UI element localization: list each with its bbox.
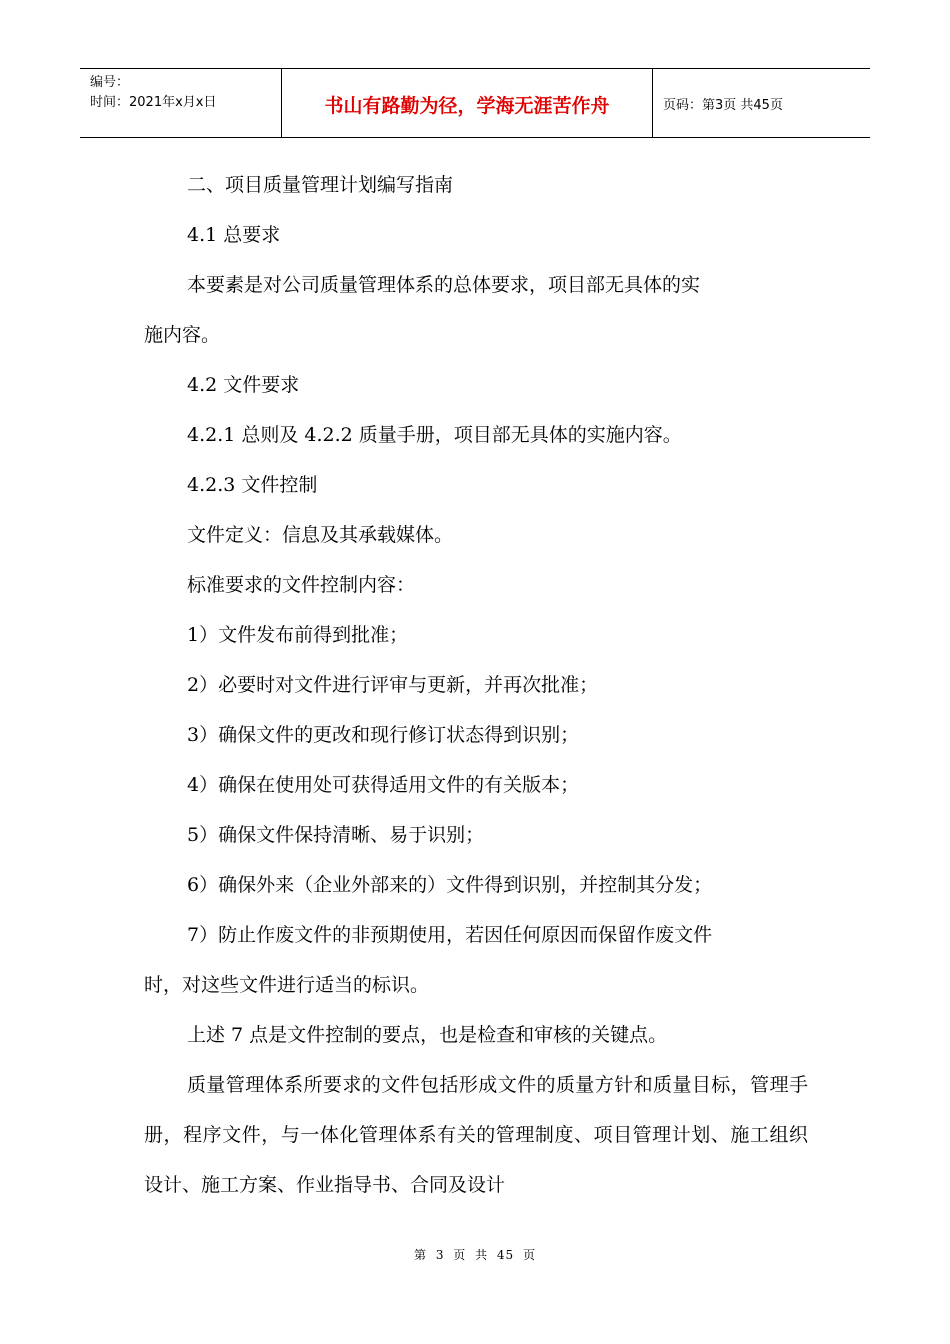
list-item: 5）确保文件保持清晰、易于识别； [187,824,485,846]
paragraph: 本要素是对公司质量管理体系的总体要求，项目部无具体的实 [187,274,701,296]
header-motto: 书山有路勤为径，学海无涯苦作舟 [324,95,610,117]
paragraph: 文件定义：信息及其承载媒体。 [187,524,454,546]
subsection-heading: 4.2 文件要求 [187,374,300,396]
document-time-label: 时间：2021年x月x日 [90,95,217,110]
header-left-cell [80,69,282,137]
list-item-continuation: 时，对这些文件进行适当的标识。 [144,974,430,996]
paragraph: 上述 7 点是文件控制的要点，也是检查和审核的关键点。 [187,1024,668,1046]
list-item: 2）必要时对文件进行评审与更新，并再次批准； [187,674,599,696]
paragraph-continuation: 施内容。 [144,324,221,346]
section-heading: 二、项目质量管理计划编写指南 [187,174,454,196]
subsection-heading: 4.2.3 文件控制 [187,474,318,496]
header-right-cell [653,69,870,137]
subsection-heading: 4.1 总要求 [187,224,281,246]
page-header [80,68,870,138]
list-item: 3）确保文件的更改和现行修订状态得到识别； [187,724,580,746]
paragraph: 4.2.1 总则及 4.2.2 质量手册，项目部无具体的实施内容。 [187,424,682,446]
list-item: 1）文件发布前得到批准； [187,624,409,646]
header-page-info: 页码：第3页 共45页 [663,98,783,113]
header-middle-cell [282,69,653,137]
list-item: 4）确保在使用处可获得适用文件的有关版本； [187,774,580,796]
list-item: 7）防止作废文件的非预期使用，若因任何原因而保留作废文件 [187,924,713,946]
document-body [144,160,808,1210]
list-item: 6）确保外来（企业外部来的）文件得到识别，并控制其分发； [187,874,713,896]
paragraph: 标准要求的文件控制内容： [187,574,416,596]
paragraph: 质量管理体系所要求的文件包括形成文件的质量方针和质量目标，管理手册，程序文件，与一体化管理体系有关的管理制度、项目管理计划、施工组织设计、施工方案、作业指导书、合同及设计 [144,1074,808,1196]
document-number-label: 编号： [90,75,130,90]
page-footer: 第 3 页 共 45 页 [414,1248,536,1262]
